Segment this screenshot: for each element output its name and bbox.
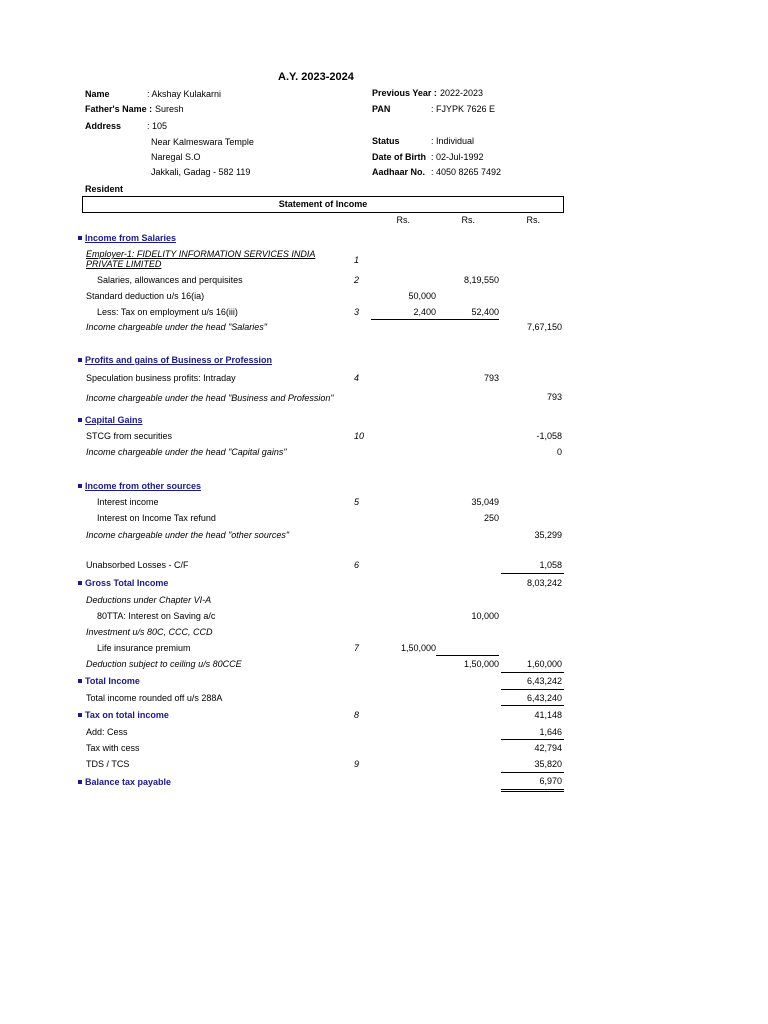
capital-heading: Capital Gains — [85, 415, 143, 425]
rounded-label: Total income rounded off u/s 288A — [86, 693, 223, 703]
tax-amount: 41,148 — [534, 710, 562, 720]
address-label: Address — [85, 121, 122, 131]
other-chargeable-amount: 35,299 — [534, 530, 562, 540]
salaries-chargeable-label: Income chargeable under the head "Salaries" — [86, 322, 268, 332]
status-value: : Individual — [431, 136, 475, 146]
tax-employment-amount: 2,400 — [413, 307, 436, 317]
lic-note: 7 — [354, 643, 360, 653]
gti-amount: 8,03,242 — [526, 578, 562, 588]
rounded-bottom-rule — [501, 705, 564, 706]
salaries-chargeable-amount: 7,67,150 — [526, 322, 562, 332]
tax-cess-label: Tax with cess — [86, 743, 140, 753]
investment-label: Investment u/s 80C, CCC, CCD — [86, 627, 213, 637]
col-head-2: Rs. — [461, 215, 475, 225]
balance-label: Balance tax payable — [85, 777, 172, 787]
business-chargeable-label: Income chargeable under the head "Business and Profession" — [86, 393, 334, 403]
80tta-amount: 10,000 — [471, 611, 499, 621]
unabsorbed-label: Unabsorbed Losses - C/F — [86, 560, 189, 570]
total-deduction-amount: 52,400 — [471, 307, 499, 317]
total-income-label: Total Income — [85, 676, 140, 686]
other-chargeable-label: Income chargeable under the head "other sources" — [86, 530, 290, 540]
interest-note: 5 — [354, 497, 360, 507]
interest-amount: 35,049 — [471, 497, 499, 507]
statement-title: Statement of Income — [278, 199, 368, 209]
ceiling-amount: 1,50,000 — [463, 659, 499, 669]
employer-note: 1 — [354, 255, 360, 265]
col-head-1: Rs. — [396, 215, 410, 225]
gti-label: Gross Total Income — [85, 578, 169, 588]
tax-label: Tax on total income — [85, 710, 169, 720]
tax-employment-label: Less: Tax on employment u/s 16(iii) — [97, 307, 238, 317]
unabsorbed-amount: 1,058 — [539, 560, 562, 570]
section-bullet-icon — [78, 418, 82, 422]
ceiling-label: Deduction subject to ceiling u/s 80CCE — [86, 659, 242, 669]
address-line-3: Naregal S.O — [151, 152, 201, 162]
balance-amount: 6,970 — [539, 776, 562, 786]
salary-note: 2 — [354, 275, 360, 285]
stcg-label: STCG from securities — [86, 431, 173, 441]
refund-label: Interest on Income Tax refund — [97, 513, 216, 523]
section-bullet-icon — [78, 679, 82, 683]
employer-name: Employer-1: FIDELITY INFORMATION SERVICES INDIA PRIVATE LIMITED — [86, 249, 316, 269]
cess-rule — [501, 739, 564, 740]
gti-rule — [501, 573, 564, 574]
refund-amount: 250 — [483, 513, 499, 523]
total-income-rule — [501, 672, 564, 673]
section-bullet-icon — [78, 581, 82, 585]
capital-chargeable-label: Income chargeable under the head "Capital gains" — [86, 447, 287, 457]
section-bullet-icon — [78, 713, 82, 717]
dob-label: Date of Birth — [372, 152, 426, 162]
address-line-2: Near Kalmeswara Temple — [151, 137, 254, 147]
page-title: A.Y. 2023-2024 — [278, 71, 354, 83]
speculation-label: Speculation business profits: Intraday — [86, 373, 236, 383]
stcg-amount: -1,058 — [536, 431, 562, 441]
capital-chargeable-amount: 0 — [556, 447, 562, 457]
tax-note: 8 — [354, 710, 360, 720]
resident-label: Resident — [85, 184, 124, 194]
tds-label: TDS / TCS — [86, 759, 130, 769]
address-line-1: : 105 — [147, 121, 168, 131]
lic-label: Life insurance premium — [97, 643, 191, 653]
salary-amount: 8,19,550 — [463, 275, 499, 285]
salaries-heading: Income from Salaries — [85, 233, 177, 243]
rounded-amount: 6,43,240 — [526, 693, 562, 703]
tds-rule — [501, 772, 564, 773]
cess-amount: 1,646 — [539, 727, 562, 737]
tds-note: 9 — [354, 759, 360, 769]
balance-double-rule-1 — [501, 789, 564, 790]
pan-label: PAN — [372, 104, 391, 114]
business-heading: Profits and gains of Business or Profession — [85, 355, 273, 365]
tds-amount: 35,820 — [534, 759, 562, 769]
total-income-amount: 6,43,242 — [526, 676, 562, 686]
name-label: Name — [85, 89, 110, 99]
stcg-note: 10 — [354, 431, 365, 441]
rounded-rule — [501, 689, 564, 690]
80tta-label: 80TTA: Interest on Saving a/c — [97, 611, 216, 621]
deductions-label: Deductions under Chapter VI-A — [86, 595, 212, 605]
tax-employment-note: 3 — [354, 307, 360, 317]
std-deduction-amount: 50,000 — [408, 291, 436, 301]
ceiling-rule — [436, 655, 499, 656]
dob-value: : 02-Jul-1992 — [431, 152, 484, 162]
speculation-note: 4 — [354, 373, 360, 383]
address-line-4: Jakkali, Gadag - 582 119 — [151, 167, 251, 177]
salaries-subtotal-rule — [371, 319, 499, 320]
ceiling-total: 1,60,000 — [526, 659, 562, 669]
section-bullet-icon — [78, 358, 82, 362]
lic-amount: 1,50,000 — [400, 643, 436, 653]
col-head-3: Rs. — [526, 215, 540, 225]
business-chargeable-amount: 793 — [546, 392, 562, 402]
prev-year-label: Previous Year : — [372, 88, 437, 98]
cess-label: Add: Cess — [86, 727, 128, 737]
other-heading: Income from other sources — [85, 481, 202, 491]
status-label: Status — [372, 136, 400, 146]
father-label: Father's Name : — [85, 104, 153, 114]
father-value: Suresh — [155, 104, 184, 114]
tax-cess-amount: 42,794 — [534, 743, 562, 753]
name-value: : Akshay Kulakarni — [147, 89, 222, 99]
aadhaar-label: Aadhaar No. — [372, 167, 426, 177]
section-bullet-icon — [78, 236, 82, 240]
interest-label: Interest income — [97, 497, 159, 507]
prev-year-value: 2022-2023 — [440, 88, 484, 98]
std-deduction-label: Standard deduction u/s 16(ia) — [86, 291, 205, 301]
salary-label: Salaries, allowances and perquisites — [97, 275, 243, 285]
pan-value: : FJYPK 7626 E — [431, 104, 496, 114]
balance-double-rule-2 — [501, 791, 564, 792]
section-bullet-icon — [78, 780, 82, 784]
speculation-amount: 793 — [483, 373, 499, 383]
unabsorbed-note: 6 — [354, 560, 360, 570]
section-bullet-icon — [78, 484, 82, 488]
aadhaar-value: : 4050 8265 7492 — [431, 167, 502, 177]
